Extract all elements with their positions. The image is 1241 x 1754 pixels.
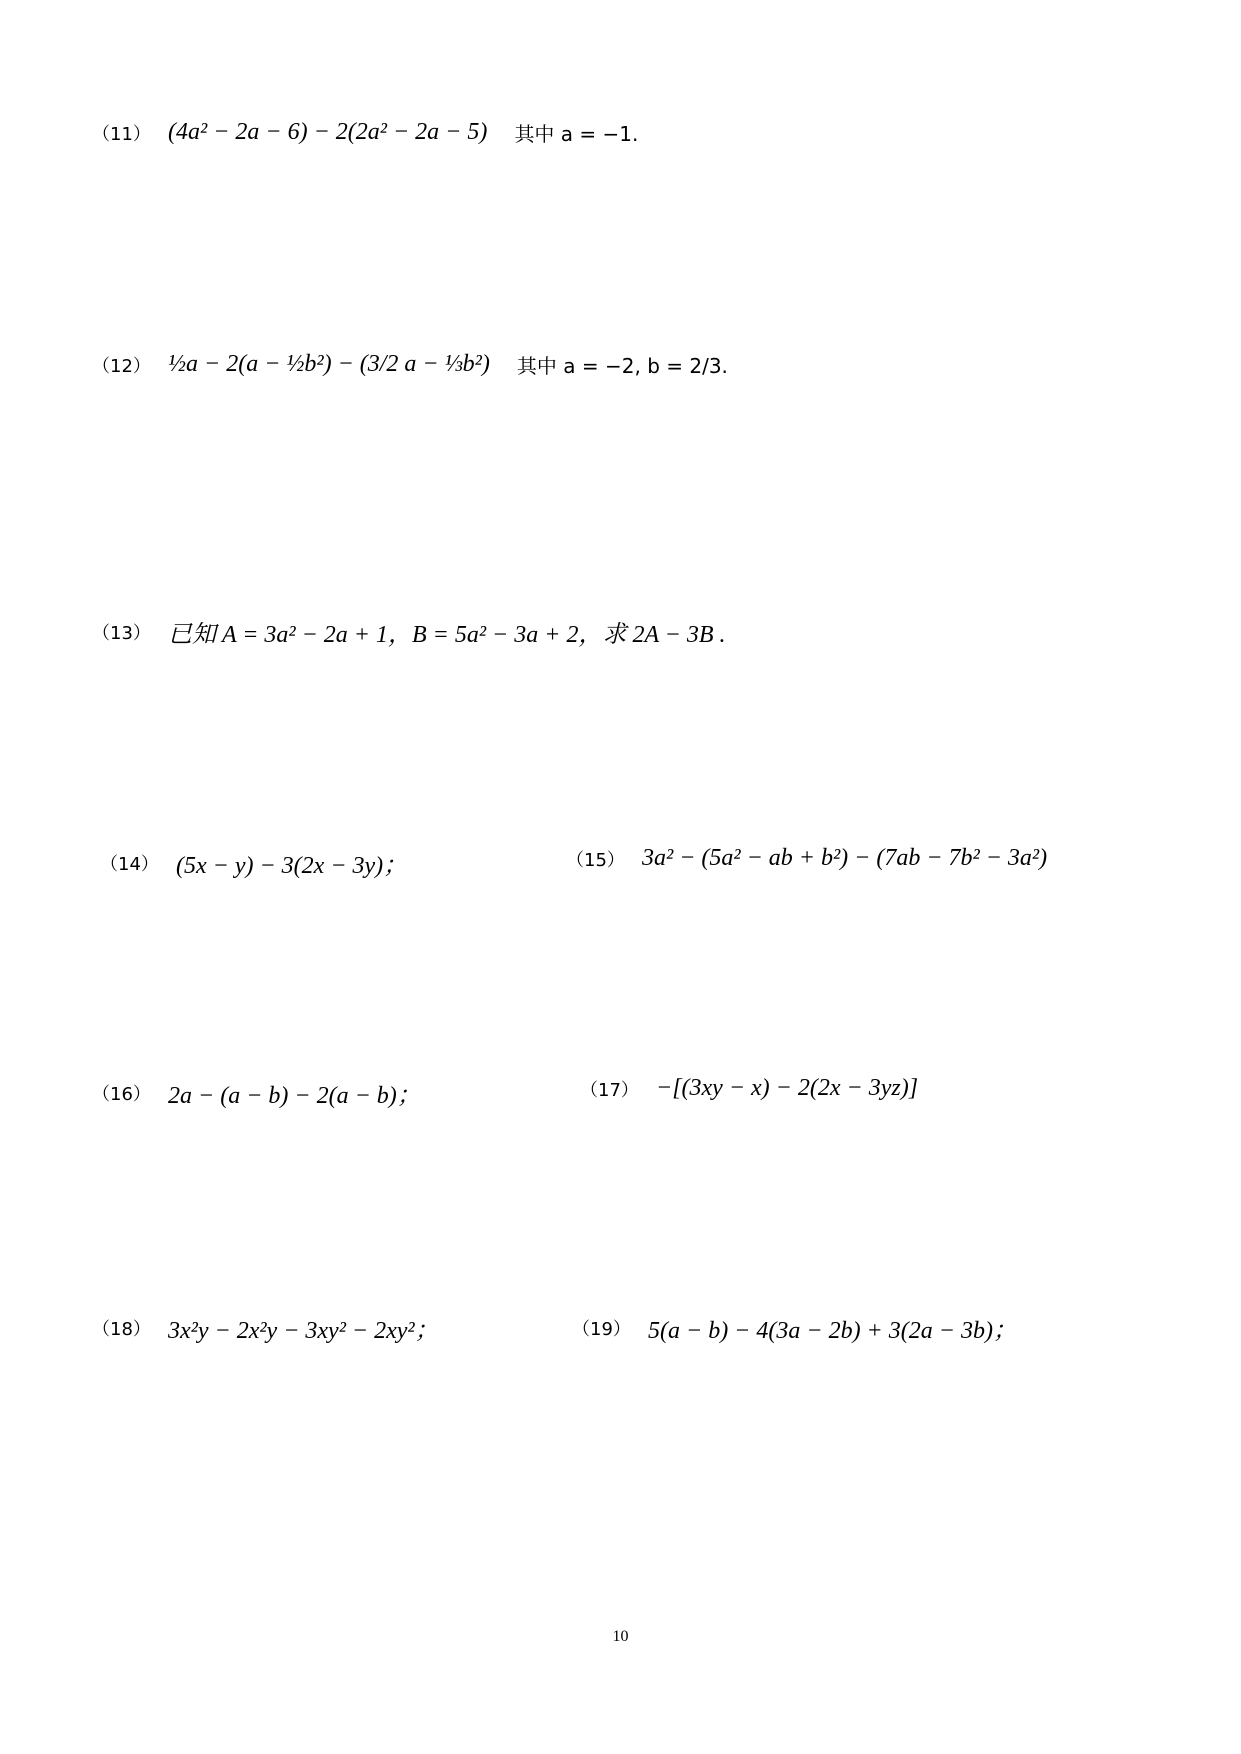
problem-label: （12） bbox=[92, 355, 151, 377]
problem-expression: 2a − (a − b) − 2(a − b)； bbox=[168, 1083, 421, 1109]
problem-expression: 5(a − b) − 4(3a − 2b) + 3(2a − 3b)； bbox=[648, 1318, 1017, 1344]
problem-expression: 3x²y − 2x²y − 3xy² − 2xy²； bbox=[168, 1318, 439, 1344]
problem-11 bbox=[92, 118, 638, 147]
problem-label: （17） bbox=[580, 1079, 639, 1101]
page-number: 10 bbox=[612, 1628, 629, 1645]
problem-19 bbox=[572, 1310, 1017, 1345]
problem-expression: (4a² − 2a − 6) − 2(2a² − 2a − 5) bbox=[168, 119, 488, 145]
problem-label: （11） bbox=[92, 123, 151, 145]
problem-expression: 已知 A = 3a² − 2a + 1，B = 5a² − 3a + 2，求 2A − 3B . bbox=[168, 622, 726, 648]
problem-label: （15） bbox=[566, 849, 625, 871]
problem-expression: −[(3xy − x) − 2(2x − 3yz)] bbox=[656, 1075, 919, 1101]
problem-label: （14） bbox=[100, 853, 159, 875]
problem-12 bbox=[92, 350, 728, 379]
problem-15 bbox=[566, 845, 1047, 872]
problem-18 bbox=[92, 1310, 439, 1345]
problem-expression: 3a² − (5a² − ab + b²) − (7ab − 7b² − 3a²) bbox=[642, 845, 1048, 871]
problem-label: （19） bbox=[572, 1318, 631, 1340]
problem-expression: (5x − y) − 3(2x − 3y)； bbox=[176, 853, 408, 879]
problem-13 bbox=[92, 614, 726, 649]
problem-condition: 其中 a = −1. bbox=[514, 122, 639, 146]
problem-expression: ½a − 2(a − ½b²) − (3/2 a − ⅓b²) bbox=[168, 351, 490, 377]
problem-label: （18） bbox=[92, 1318, 151, 1340]
problem-label: （16） bbox=[92, 1083, 151, 1105]
problem-14 bbox=[100, 845, 407, 880]
problem-condition: 其中 a = −2, b = 2/3. bbox=[516, 354, 728, 378]
problem-16 bbox=[92, 1075, 421, 1110]
problem-label: （13） bbox=[92, 622, 151, 644]
problem-17 bbox=[580, 1075, 918, 1102]
